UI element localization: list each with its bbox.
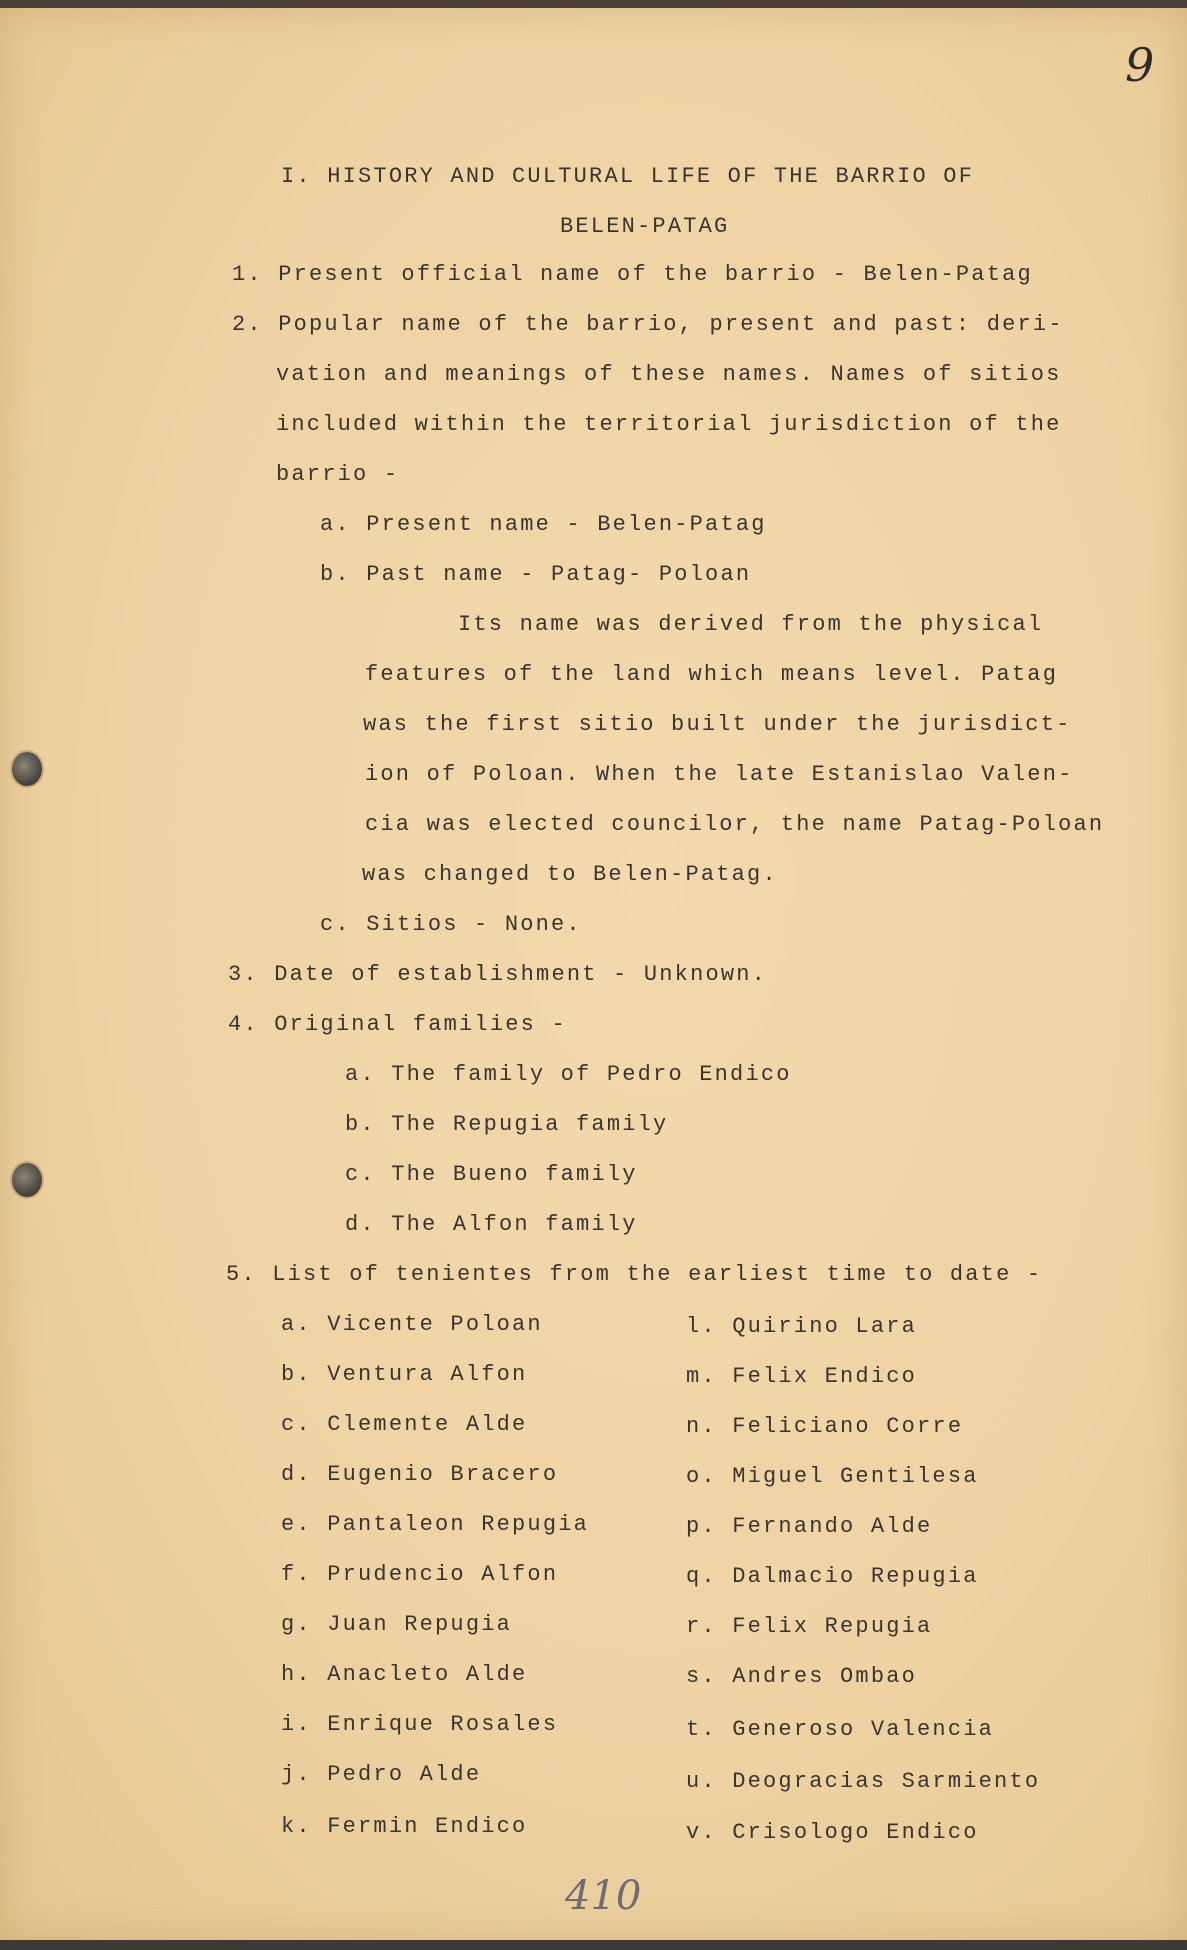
punch-hole-bottom xyxy=(12,1163,42,1197)
teniente-right: n. Feliciano Corre xyxy=(686,1414,964,1439)
teniente-right: s. Andres Ombao xyxy=(686,1664,918,1689)
body-line: 4. Original families - xyxy=(228,1012,567,1037)
punch-hole-top xyxy=(12,752,42,786)
title-line-2: BELEN-PATAG xyxy=(560,214,730,239)
teniente-right: v. Crisologo Endico xyxy=(686,1820,979,1845)
body-line: barrio - xyxy=(276,462,400,487)
body-line: 1. Present official name of the barrio - Belen-Patag xyxy=(232,262,1033,287)
teniente-right: t. Generoso Valencia xyxy=(686,1717,995,1742)
page-number: 9 xyxy=(1125,38,1155,92)
teniente-right: m. Felix Endico xyxy=(686,1364,918,1389)
teniente-right: o. Miguel Gentilesa xyxy=(686,1464,979,1489)
document-page xyxy=(0,8,1187,1940)
footer-number: 410 xyxy=(565,1873,642,1919)
body-line: Its name was derived from the physical xyxy=(458,612,1044,637)
teniente-left: e. Pantaleon Repugia xyxy=(281,1512,590,1537)
teniente-left: k. Fermin Endico xyxy=(281,1814,528,1839)
body-line: vation and meanings of these names. Names of sitios xyxy=(276,362,1062,387)
body-line: was changed to Belen-Patag. xyxy=(362,862,778,887)
teniente-left: f. Prudencio Alfon xyxy=(281,1562,559,1587)
body-line: 2. Popular name of the barrio, present and past: deri- xyxy=(232,312,1064,337)
body-line: b. Past name - Patag- Poloan xyxy=(320,562,752,587)
bottom-edge xyxy=(0,1940,1187,1950)
teniente-left: b. Ventura Alfon xyxy=(281,1362,528,1387)
title-line-1: I. HISTORY AND CULTURAL LIFE OF THE BARRIO OF xyxy=(281,164,975,189)
teniente-left: j. Pedro Alde xyxy=(281,1762,482,1787)
body-line: ion of Poloan. When the late Estanislao Valen- xyxy=(365,762,1074,787)
body-line: 3. Date of establishment - Unknown. xyxy=(228,962,768,987)
body-line: c. The Bueno family xyxy=(345,1162,638,1187)
teniente-left: g. Juan Repugia xyxy=(281,1612,513,1637)
teniente-right: u. Deogracias Sarmiento xyxy=(686,1769,1041,1794)
teniente-right: l. Quirino Lara xyxy=(686,1314,918,1339)
body-line: features of the land which means level. Patag xyxy=(365,662,1059,687)
teniente-left: d. Eugenio Bracero xyxy=(281,1462,559,1487)
teniente-left: h. Anacleto Alde xyxy=(281,1662,528,1687)
teniente-right: q. Dalmacio Repugia xyxy=(686,1564,979,1589)
body-line: cia was elected councilor, the name Patag-Poloan xyxy=(365,812,1105,837)
teniente-left: c. Clemente Alde xyxy=(281,1412,528,1437)
body-line: c. Sitios - None. xyxy=(320,912,582,937)
body-line: 5. List of tenientes from the earliest time to date - xyxy=(226,1262,1043,1287)
teniente-right: p. Fernando Alde xyxy=(686,1514,933,1539)
teniente-left: a. Vicente Poloan xyxy=(281,1312,543,1337)
teniente-right: r. Felix Repugia xyxy=(686,1614,933,1639)
teniente-left: i. Enrique Rosales xyxy=(281,1712,559,1737)
body-line: was the first sitio built under the jurisdict- xyxy=(363,712,1072,737)
body-line: a. Present name - Belen-Patag xyxy=(320,512,767,537)
body-line: a. The family of Pedro Endico xyxy=(345,1062,792,1087)
body-line: b. The Repugia family xyxy=(345,1112,669,1137)
body-line: included within the territorial jurisdiction of the xyxy=(276,412,1062,437)
body-line: d. The Alfon family xyxy=(345,1212,638,1237)
